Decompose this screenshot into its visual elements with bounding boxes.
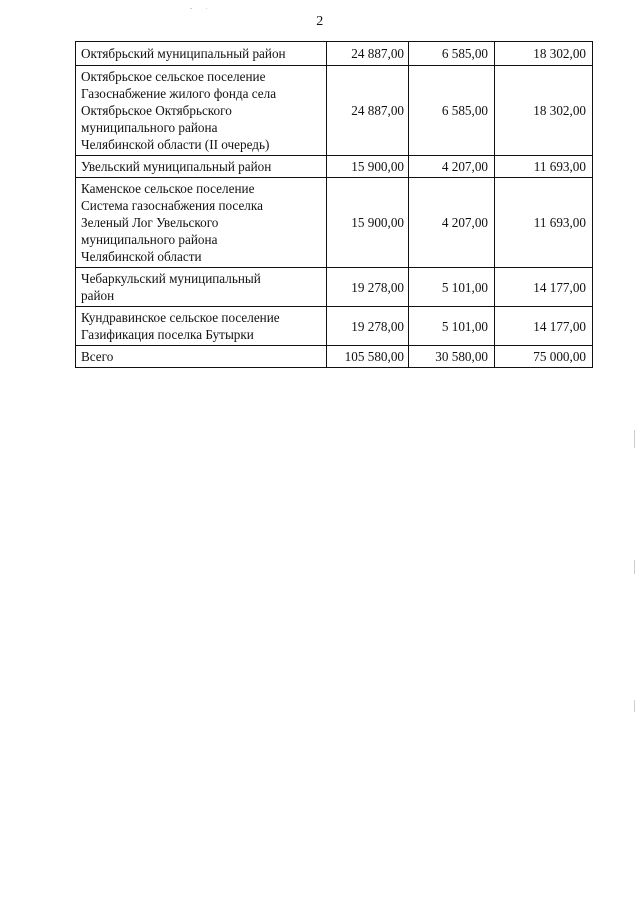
row-total: 15 900,00	[327, 156, 409, 178]
row-name: Чебаркульский муниципальный район	[76, 268, 327, 307]
row-name: Всего	[76, 346, 327, 368]
row-regional: 18 302,00	[495, 66, 593, 156]
row-local: 4 207,00	[409, 156, 495, 178]
row-regional: 75 000,00	[495, 346, 593, 368]
scan-speck	[206, 8, 207, 9]
row-total: 19 278,00	[327, 268, 409, 307]
row-total: 19 278,00	[327, 307, 409, 346]
row-local: 4 207,00	[409, 178, 495, 268]
budget-table	[75, 41, 593, 368]
row-local: 6 585,00	[409, 42, 495, 66]
table-row-total	[76, 346, 593, 368]
row-regional: 14 177,00	[495, 268, 593, 307]
row-total: 24 887,00	[327, 42, 409, 66]
scan-speck	[634, 430, 635, 448]
row-total: 15 900,00	[327, 178, 409, 268]
row-name: Октябрьский муниципальный район	[76, 42, 327, 66]
row-local: 6 585,00	[409, 66, 495, 156]
table-row	[76, 268, 593, 307]
row-name: Кундравинское сельское поселение Газификация поселка Бутырки	[76, 307, 327, 346]
scan-speck	[190, 8, 192, 9]
table-row	[76, 42, 593, 66]
row-regional: 14 177,00	[495, 307, 593, 346]
row-name: Каменское сельское поселение Система газоснабжения поселка Зеленый Лог Увельского муниципального района Челябинской области	[76, 178, 327, 268]
scan-speck	[634, 560, 635, 574]
row-local: 30 580,00	[409, 346, 495, 368]
row-local: 5 101,00	[409, 268, 495, 307]
row-total: 105 580,00	[327, 346, 409, 368]
row-local: 5 101,00	[409, 307, 495, 346]
scan-speck	[634, 700, 635, 712]
row-regional: 11 693,00	[495, 156, 593, 178]
row-name: Октябрьское сельское поселение Газоснабжение жилого фонда села Октябрьское Октябрьского муниципального района Челябинской области (II очередь)	[76, 66, 327, 156]
table-row	[76, 66, 593, 156]
row-regional: 11 693,00	[495, 178, 593, 268]
page-number: 2	[316, 14, 324, 29]
row-total: 24 887,00	[327, 66, 409, 156]
table-row	[76, 178, 593, 268]
table-row	[76, 156, 593, 178]
table-row	[76, 307, 593, 346]
row-name: Увельский муниципальный район	[76, 156, 327, 178]
row-regional: 18 302,00	[495, 42, 593, 66]
